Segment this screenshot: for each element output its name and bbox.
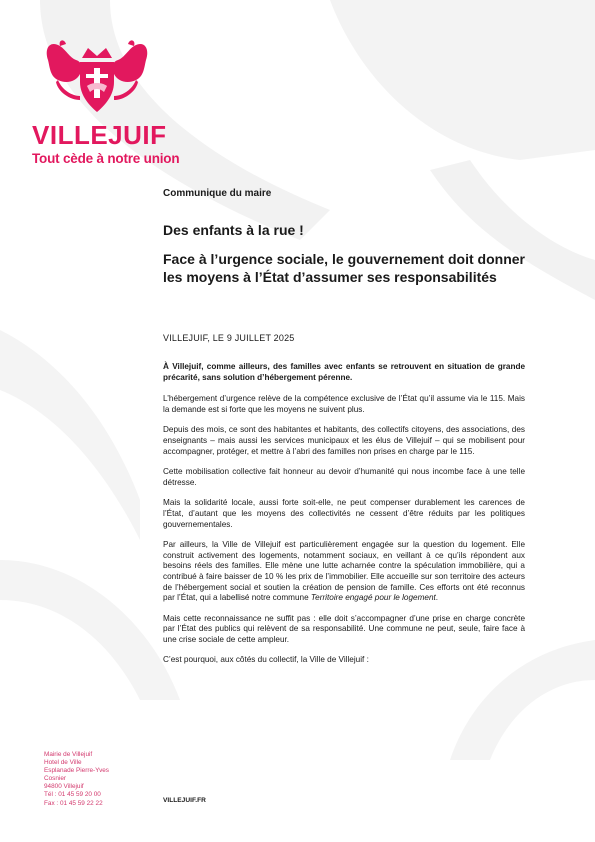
- lead-paragraph: À Villejuif, comme ailleurs, des familles avec enfants se retrouvent en situation de grande précarité, sans solution d’hébergement pérenne.: [163, 362, 525, 382]
- body-paragraph: Cette mobilisation collective fait honneur au devoir d’humanité qui nous incombe face à une telle détresse.: [163, 467, 525, 487]
- label-territoire-engage: Territoire engagé pour le logement: [310, 593, 436, 603]
- body-paragraph: C’est pourquoi, aux côtés du collectif, la Ville de Villejuif :: [163, 655, 369, 665]
- label-suffix: .: [435, 593, 439, 603]
- body-paragraph: Mais cette reconnaissance ne suffit pas : elle doit s’accompagner d’une prise en charge concrète par l’État des publics qui relèvent de sa responsabilité. Une commune ne peut, seule, faire face à une crise sociale de cette ampleur.: [163, 613, 525, 644]
- brand-name: VILLEJUIF: [32, 120, 167, 150]
- document-subheadline: Face à l’urgence sociale, le gouvernement doit donner les moyens à l’État d’assumer ses responsabilités: [163, 251, 525, 285]
- doves-and-shield-icon: [42, 38, 152, 116]
- document-headline: Des enfants à la rue !: [163, 222, 304, 238]
- body-paragraph: Depuis des mois, ce sont des habitantes et habitants, des collectifs citoyens, des associations, des enseignants – mais aussi les services municipaux et les élus de Villejuif – qui se mobilisent pour accompagner, protéger, et mettre à l’abri des familles non prises en charge par le 115.: [163, 425, 525, 456]
- document-dateline: VILLEJUIF, LE 9 JUILLET 2025: [163, 333, 295, 343]
- document-kicker: Communique du maire: [163, 188, 272, 199]
- footer-website-link[interactable]: VILLEJUIF.FR: [163, 797, 206, 804]
- villejuif-logo[interactable]: [28, 38, 178, 170]
- body-paragraph: L’hébergement d’urgence relève de la compétence exclusive de l’État qu’il assume via le 115. Mais la demande est si forte que les moyens ne suivent plus.: [163, 394, 525, 414]
- brand-tagline: Tout cède à notre union: [32, 151, 180, 166]
- body-paragraph: Mais la solidarité locale, aussi forte soit-elle, ne peut compenser durablement les carences de l’État, d’autant que les moyens des collectivités ne cessent d’être réduits par les politiques gouvernementales.: [163, 498, 525, 529]
- document-body: [163, 362, 525, 676]
- body-paragraph-logement: [163, 540, 525, 604]
- footer-address: Mairie de Villejuif Hotel de Ville Esplanade Pierre-Yves Cosnier 94800 Villejuif Tél : 01 45 59 20 00 Fax : 01 45 59 22 22: [44, 751, 110, 807]
- body-paragraph-text: Par ailleurs, la Ville de Villejuif est particulièrement engagée sur la question du logement. Elle construit activement des logements, notamment sociaux, en veillant à ce qu’ils répondent aux besoins réels des familles. Elle mène une lutte acharnée contre la spéculation immobilière, qui a contribué à faire baisser de 10 % les prix de l’immobilier. Elle accueille sur son territoire des acteurs de l’hébergement social et soutien la création de pension de famille. Ces efforts ont été reconnus par l’État, qui a labellisé notre commune: [163, 540, 525, 603]
